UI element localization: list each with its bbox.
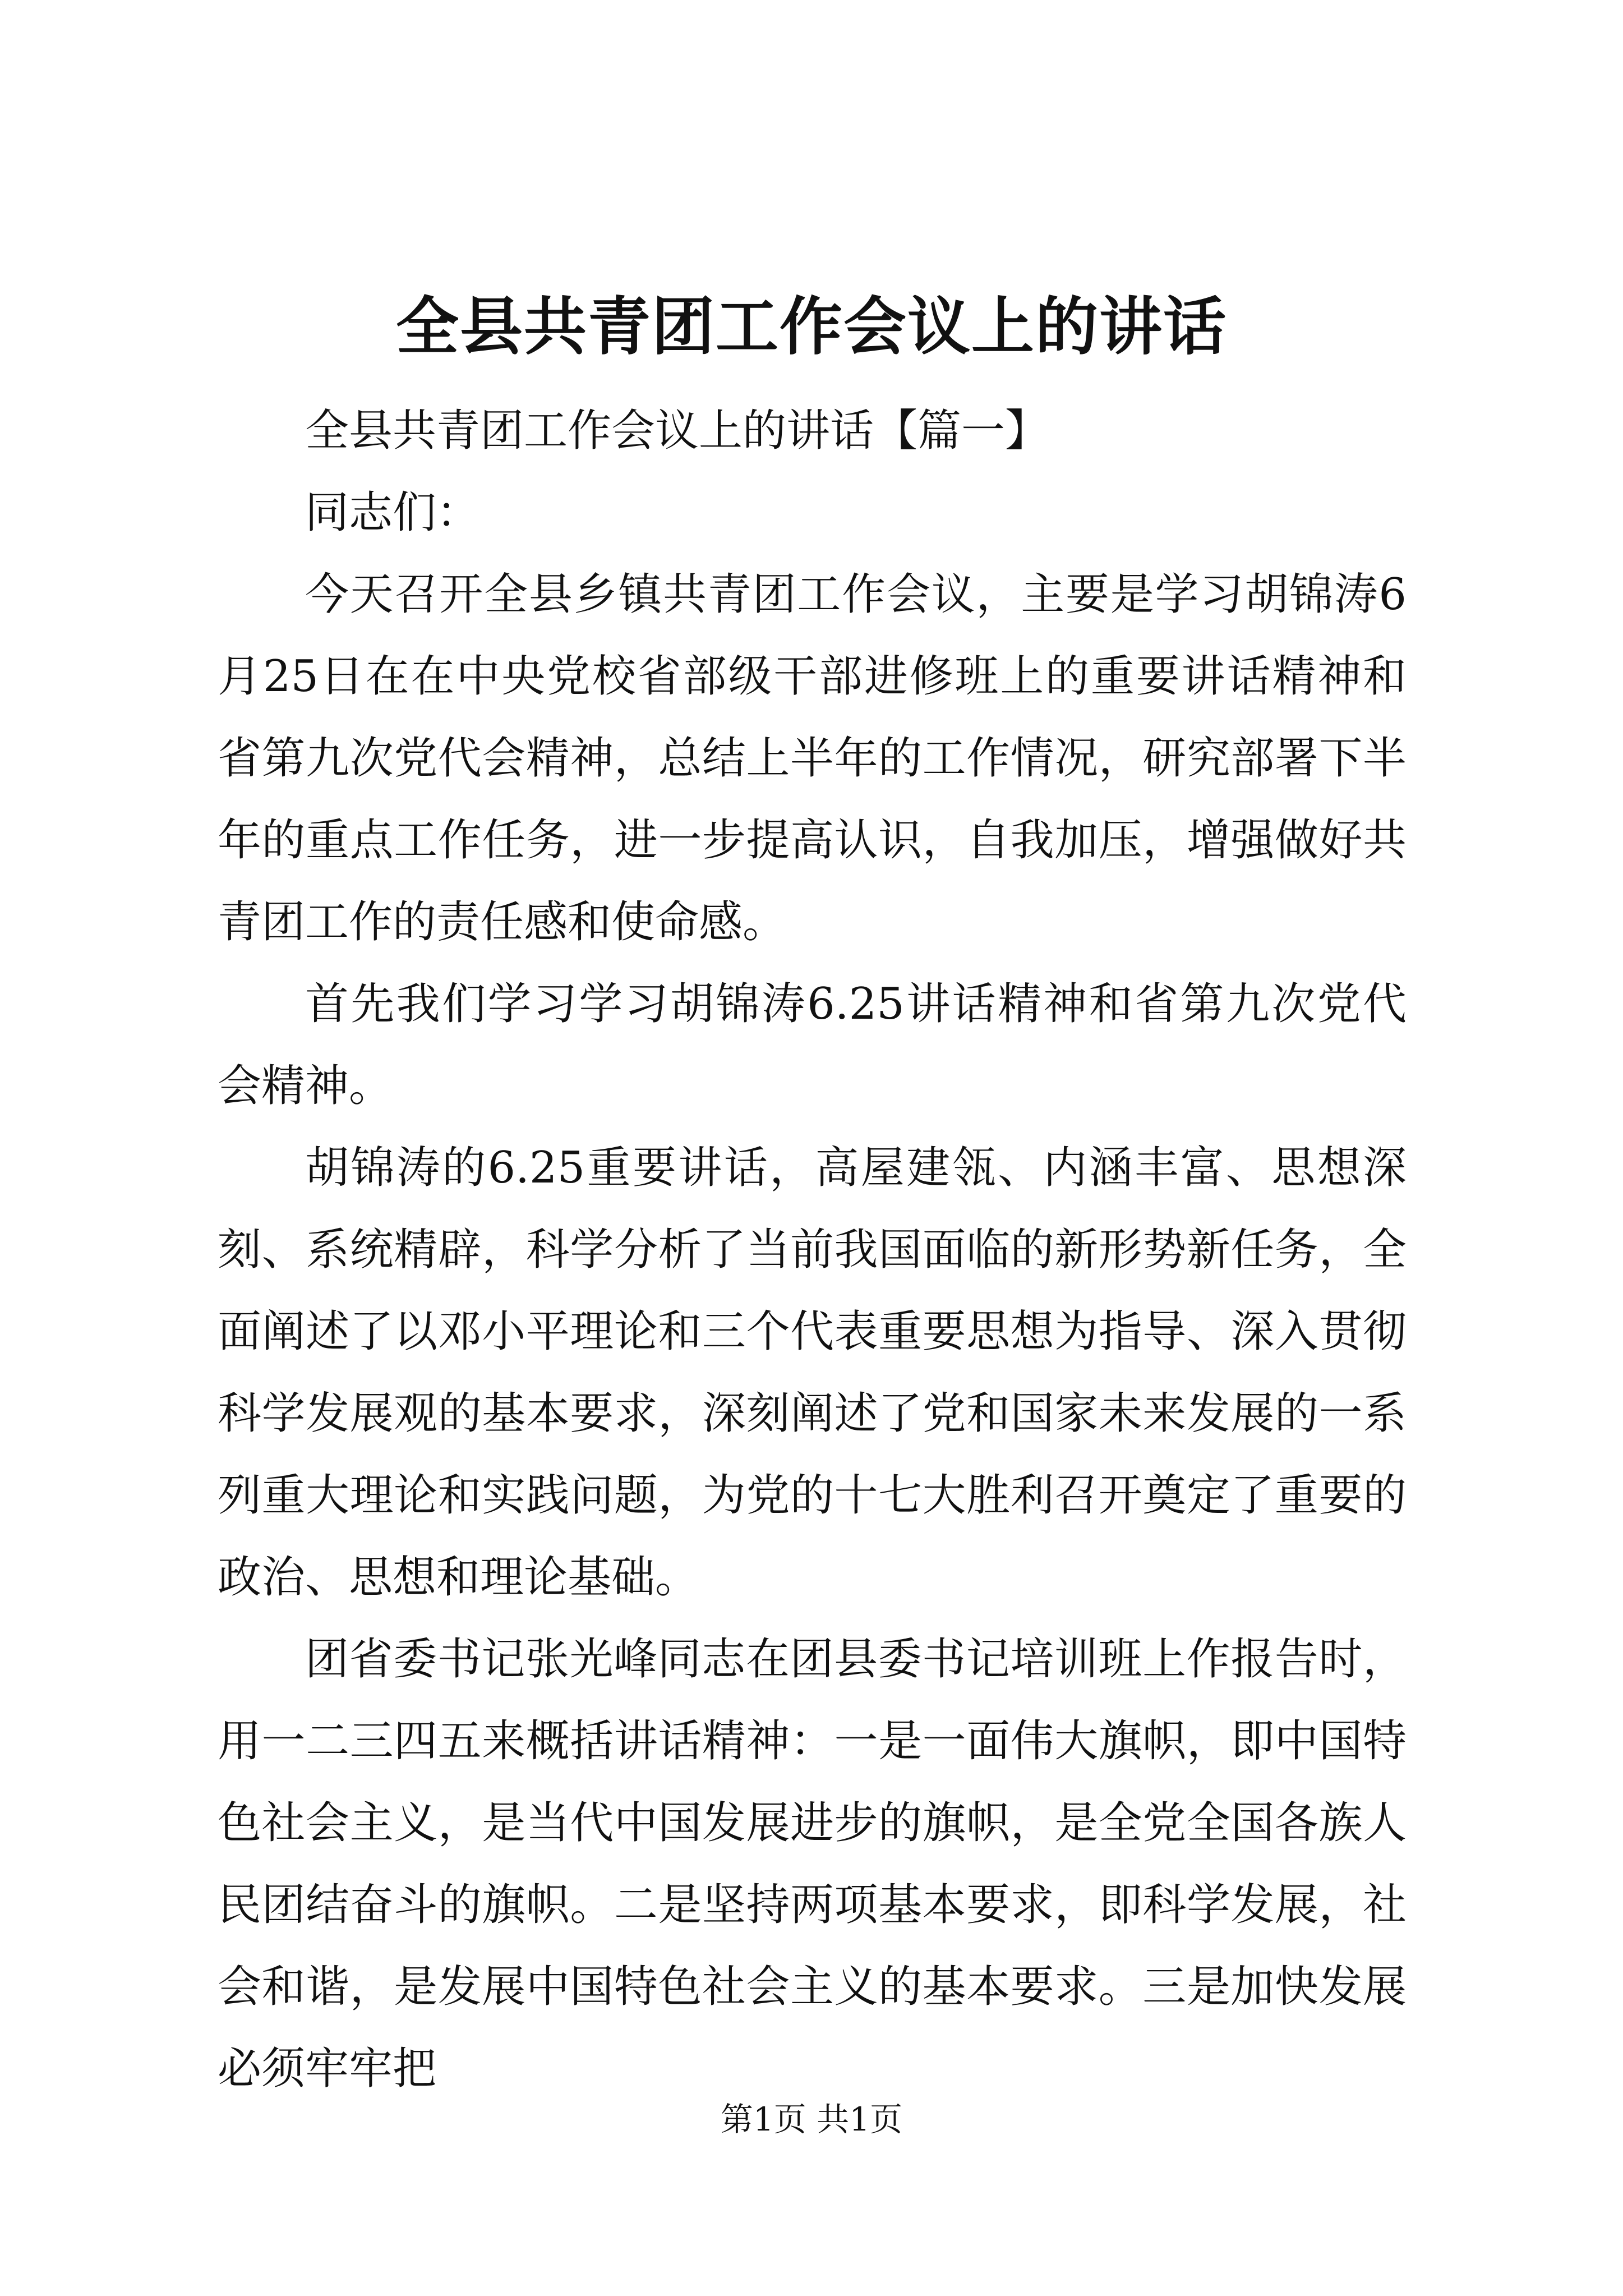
salutation: 同志们： — [305, 487, 481, 538]
document-body — [218, 390, 1407, 2110]
body-paragraph: 今天召开全县乡镇共青团工作会议，主要是学习胡锦涛6月25日在在中央党校省部级干部进修班上的重要讲话精神和省第九次党代会精神，总结上半年的工作情况，研究部署下半年的重点工作任务，进一步提高认识，自我加压，增强做好共青团工作的责任感和使命感。 — [218, 569, 1407, 947]
body-paragraph: 胡锦涛的6.25重要讲话，高屋建瓴、内涵丰富、思想深刻、系统精辟，科学分析了当前我国面临的新形势新任务，全面阐述了以邓小平理论和三个代表重要思想为指导、深入贯彻科学发展观的基本要求，深刻阐述了党和国家未来发展的一系列重大理论和实践问题，为党的十七大胜利召开奠定了重要的政治、思想和理论基础。 — [218, 1143, 1407, 1603]
body-paragraph: 团省委书记张光峰同志在团县委书记培训班上作报告时，用一二三四五来概括讲话精神：一是一面伟大旗帜，即中国特色社会主义，是当代中国发展进步的旗帜，是全党全国各族人民团结奋斗的旗帜。二是坚持两项基本要求，即科学发展，社会和谐，是发展中国特色社会主义的基本要求。三是加快发展必须牢牢把 — [218, 1634, 1407, 2094]
document-title: 全县共青团工作会议上的讲话 — [396, 291, 1227, 364]
body-paragraph: 首先我们学习学习胡锦涛6.25讲话精神和省第九次党代会精神。 — [218, 979, 1407, 1111]
page-footer: 第1页 共1页 — [720, 2100, 903, 2138]
section-heading: 全县共青团工作会议上的讲话【篇一】 — [305, 406, 1049, 456]
